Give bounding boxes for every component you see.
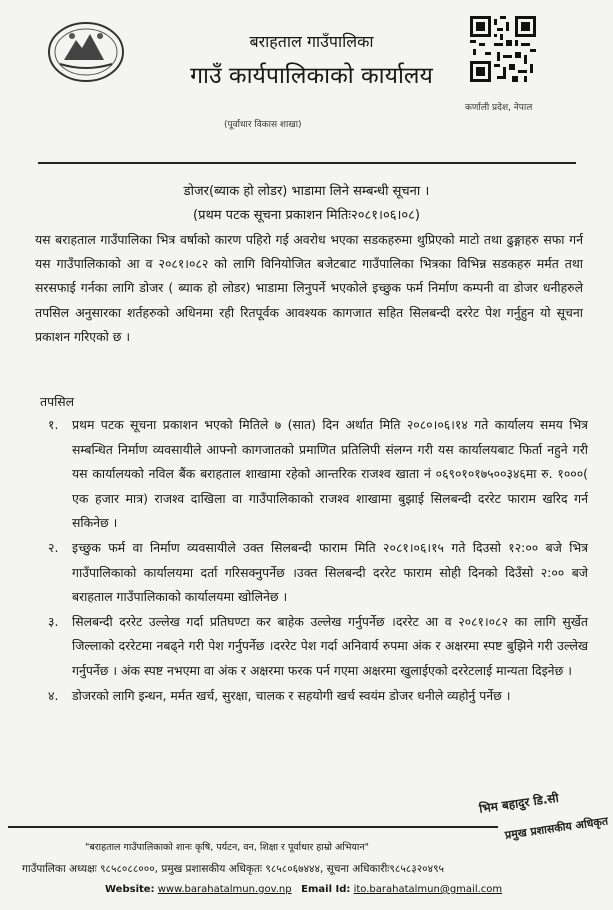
website-label: Website: xyxy=(105,884,155,895)
signature-name: भिम बहादुर डि.सी xyxy=(478,790,560,816)
footer-divider xyxy=(8,826,498,828)
item-number: ३. xyxy=(48,613,59,629)
qr-code-icon xyxy=(470,16,536,82)
list-item xyxy=(48,536,588,610)
list-item xyxy=(48,413,588,536)
item-text: सिलबन्दी दररेट उल्लेख गर्दा प्रतिघण्टा कर बाहेक उल्लेख गर्नुपर्नेछ ।दररेट आ व २०८१।०८२ का लागि सुर्खेत जिल्लाको दररेटमा नबढ्ने गरी पेश गर्नुपर्नेछ ।दररेट पेश गर्दा अनिवार्य रुपमा अंक र अक्षरमा स्पष्ट बुझिने गरी उल्लेख गर्नुपर्नेछ । अंक स्पष्ट नभएमा वा अंक र अक्षरमा फरक पर्न गएमा अक्षरमा खुलाईएको दररेटलाई मान्यता दिइनेछ । xyxy=(72,613,588,678)
header-divider xyxy=(38,162,576,164)
footer-web xyxy=(105,884,502,895)
office-name: गाउँ कार्यपालिकाको कार्यालय xyxy=(190,63,433,89)
list-item xyxy=(48,684,588,709)
item-text: प्रथम पटक सूचना प्रकाशन भएको मितिले ७ (सात) दिन अर्थात मिति २०८०।०६।१४ गते कार्यालय समय भित्र सम्बन्धित निर्माण व्यवसायीले आफ्नो कागजातको प्रमाणित प्रतिलिपी संलग्न गरी यस कार्यालयबाट फिर्ता नहुने गरी यस कार्यालयको नविल बैंक बराहताल शाखामा रहेको आन्तरिक राजश्व खाता नं ०६९०१०१७५००३४६मा रु. १०००( एक हजार मात्र) राजश्व दाखिला वा गाउँपालिकाको राजश्व शाखामा बुझाई सिलबन्दी दररेट फाराम खरिद गर्न सकिनेछ । xyxy=(72,417,588,531)
notice-title: डोजर(ब्याक हो लोडर) भाडामा लिने सम्बन्धी सूचना । xyxy=(183,184,430,199)
signature-designation: प्रमुख प्रशासकीय अधिकृत xyxy=(504,814,609,842)
conditions-list xyxy=(48,413,588,708)
notice-intro: यस बराहताल गाउँपालिका भित्र वर्षाको कारण पहिरो गई अवरोध भएका सडकहरुमा थुप्रिएको माटो तथा ढुङ्गाहरु सफा गर्न यस गाउँपालिकाको आ व २०८१।०८२ को लागि विनियोजित बजेटबाट गाउँपालिका भित्रका विभिन्न सडकहरु मर्मत तथा सरसफाई गर्नका लागि डोजर ( ब्याक हो लोडर) भाडामा लिनुपर्ने भएकोले इच्छुक फर्म निर्माण कम्पनी वा डोजर धनीहरुले तपसिल अनुसारका शर्तहरुको अधिनमा रही रितपूर्वक आवश्यक कागजात सहित सिलबन्दी दररेट पेश गर्नुहुन यो सूचना प्रकाशन गरिएको छ । xyxy=(35,232,583,344)
website-link[interactable]: www.barahatalmun.gov.np xyxy=(157,884,292,895)
footer-contact: गाउँपालिका अध्यक्षः ९८५८०८८०००, प्रमुख प्रशासकीय अधिकृतः ९८५८०६७४४४, सूचना अधिकारीः९८५८३२०४९५ xyxy=(22,863,445,875)
tapasil-label: तपसिल xyxy=(40,394,75,409)
department-name: (पूर्वाधार विकास शाखा) xyxy=(224,120,302,130)
notice-subtitle: (प्रथम पटक सूचना प्रकाशन मितिः२०८१।०६।०८) xyxy=(193,208,420,223)
list-item xyxy=(48,610,588,684)
item-number: १. xyxy=(48,417,59,432)
item-text: डोजरको लागि इन्धन, मर्मत खर्च, सुरक्षा, चालक र सहयोगी खर्च स्वयंम डोजर धनीले व्यहोर्नु पर्नेछ । xyxy=(72,687,511,703)
item-number: ४. xyxy=(48,687,59,703)
email-label: Email Id: xyxy=(301,884,351,895)
item-text: इच्छुक फर्म वा निर्माण व्यवसायीले उक्त सिलबन्दी फाराम मिति २०८१।०६।१५ गते दिउसो १२:०० बजे भित्र गाउँपालिकाको कार्यालयमा दर्ता गरिसक्नुपर्नेछ ।उक्त सिलबन्दी दररेट फाराम सोही दिनको दिउँसो २:०० बजे बराहताल गाउँपालिकाको कार्यालयमा खोलिनेछ । xyxy=(72,539,588,605)
province-name: कर्णाली प्रदेश, नेपाल xyxy=(465,103,533,113)
footer-slogan: "बराहताल गाउँपालिकाको शानः कृषि, पर्यटन, वन, शिक्षा र पूर्वाधार हाम्रो अभियान" xyxy=(85,842,369,853)
municipality-name: बराहताल गाउँपालिका xyxy=(249,32,374,51)
item-number: २. xyxy=(48,539,59,555)
email-link[interactable]: ito.barahatalmun@gmail.com xyxy=(353,884,503,895)
